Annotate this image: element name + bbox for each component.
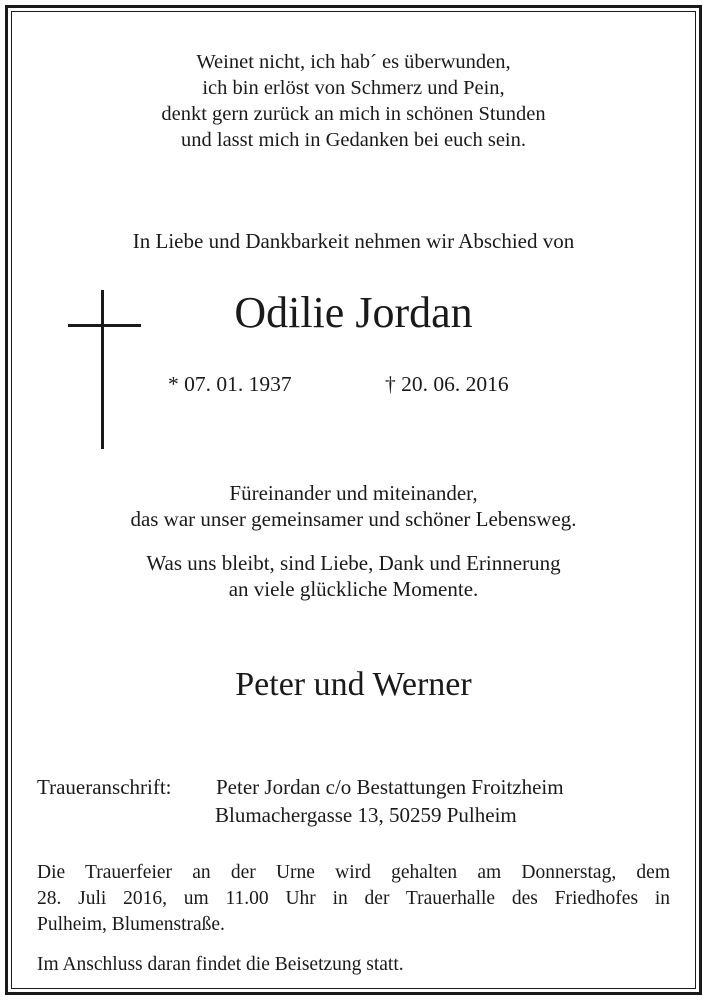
address-label: Traueranschrift: xyxy=(37,775,172,799)
verse-together xyxy=(0,480,707,532)
ceremony-line: Pulheim, Blumenstraße. xyxy=(37,914,225,935)
verse-line: Füreinander und miteinander, xyxy=(229,481,478,505)
poem-line: Weinet nicht, ich hab´ es überwunden, xyxy=(196,51,511,73)
address-line: Peter Jordan c/o Bestattungen Froitzheim xyxy=(216,775,564,799)
birth-date: * 07. 01. 1937 xyxy=(168,372,292,396)
farewell-intro: In Liebe und Dankbarkeit nehmen wir Abschied von xyxy=(132,229,575,253)
signers: Peter und Werner xyxy=(235,666,472,703)
verse-memories xyxy=(0,550,707,602)
poem-line: ich bin erlöst von Schmerz und Pein, xyxy=(202,77,505,99)
address-line: Blumachergasse 13, 50259 Pulheim xyxy=(215,803,517,827)
poem xyxy=(0,49,707,153)
verse-line: Was uns bleibt, sind Liebe, Dank und Erinnerung xyxy=(146,551,561,575)
deceased-name: Odilie Jordan xyxy=(234,288,473,337)
poem-line: und lasst mich in Gedanken bei euch sein. xyxy=(181,129,526,151)
poem-line: denkt gern zurück an mich in schönen Stunden xyxy=(161,103,546,125)
death-date: † 20. 06. 2016 xyxy=(385,372,509,396)
ceremony-line: Die Trauerfeier an der Urne wird gehalten am Donnerstag, dem xyxy=(37,862,670,883)
ceremony-line: 28. Juli 2016, um 11.00 Uhr in der Trauerhalle des Friedhofes in xyxy=(37,888,670,909)
verse-line: das war unser gemeinsamer und schöner Lebensweg. xyxy=(130,507,577,531)
verse-line: an viele glückliche Momente. xyxy=(228,577,479,601)
burial-note: Im Anschluss daran findet die Beisetzung statt. xyxy=(37,954,404,975)
